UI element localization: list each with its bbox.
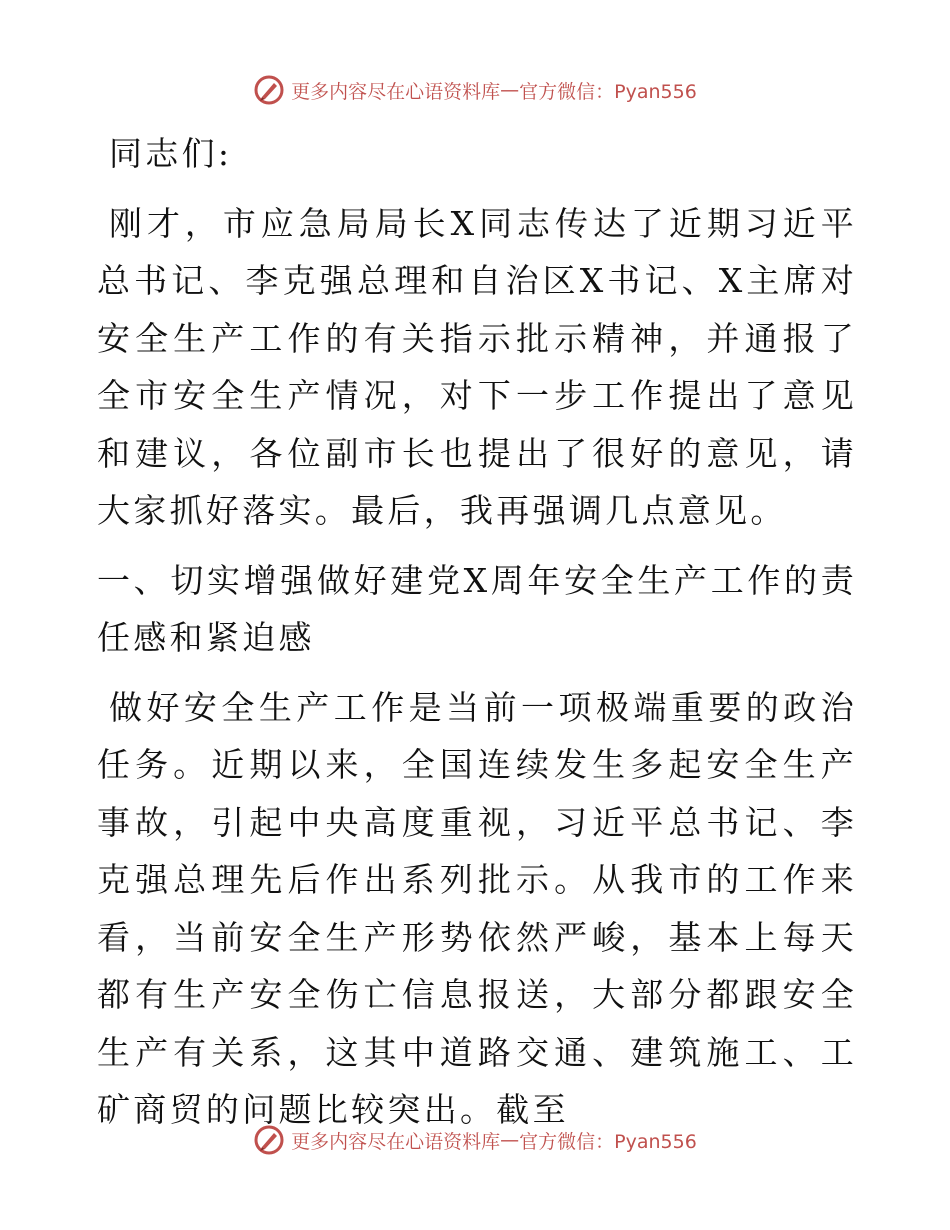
section-heading-1: 一、切实增强做好建党X周年安全生产工作的责任感和紧迫感: [97, 560, 857, 657]
watermark-separator: —: [500, 79, 520, 101]
paragraph-intro: 刚才，市应急局局长X同志传达了近期习近平总书记、李克强总理和自治区X书记、X主席对安全生产工作的有关指示批示精神，并通报了全市安全生产情况，对下一步工作提出了意见和建议，各位副市长也提出了很好的意见，请大家抓好落实。最后，我再强调几点意见。: [97, 203, 857, 530]
document-body: [97, 125, 857, 1139]
watermark-brand: 更多内容尽在心语资料库: [291, 1130, 501, 1153]
header-watermark: [0, 70, 950, 110]
pen-logo-icon: [253, 74, 285, 106]
watermark-brand: 更多内容尽在心语资料库: [291, 80, 501, 103]
watermark-separator: —: [500, 1129, 520, 1151]
watermark-wechat: 官方微信：Pyan556: [519, 1130, 697, 1153]
watermark-wechat: 官方微信：Pyan556: [519, 80, 697, 103]
salutation: 同志们:: [109, 134, 233, 173]
footer-watermark: [0, 1120, 950, 1160]
pen-logo-icon: [253, 1124, 285, 1156]
paragraph-section-1: 做好安全生产工作是当前一项极端重要的政治任务。近期以来，全国连续发生多起安全生产事故，引起中央高度重视，习近平总书记、李克强总理先后作出系列批示。从我市的工作来看，当前安全生产形势依然严峻，基本上每天都有生产安全伤亡信息报送，大部分都跟安全生产有关系，这其中道路交通、建筑施工、工矿商贸的问题比较突出。截至: [97, 687, 857, 1129]
